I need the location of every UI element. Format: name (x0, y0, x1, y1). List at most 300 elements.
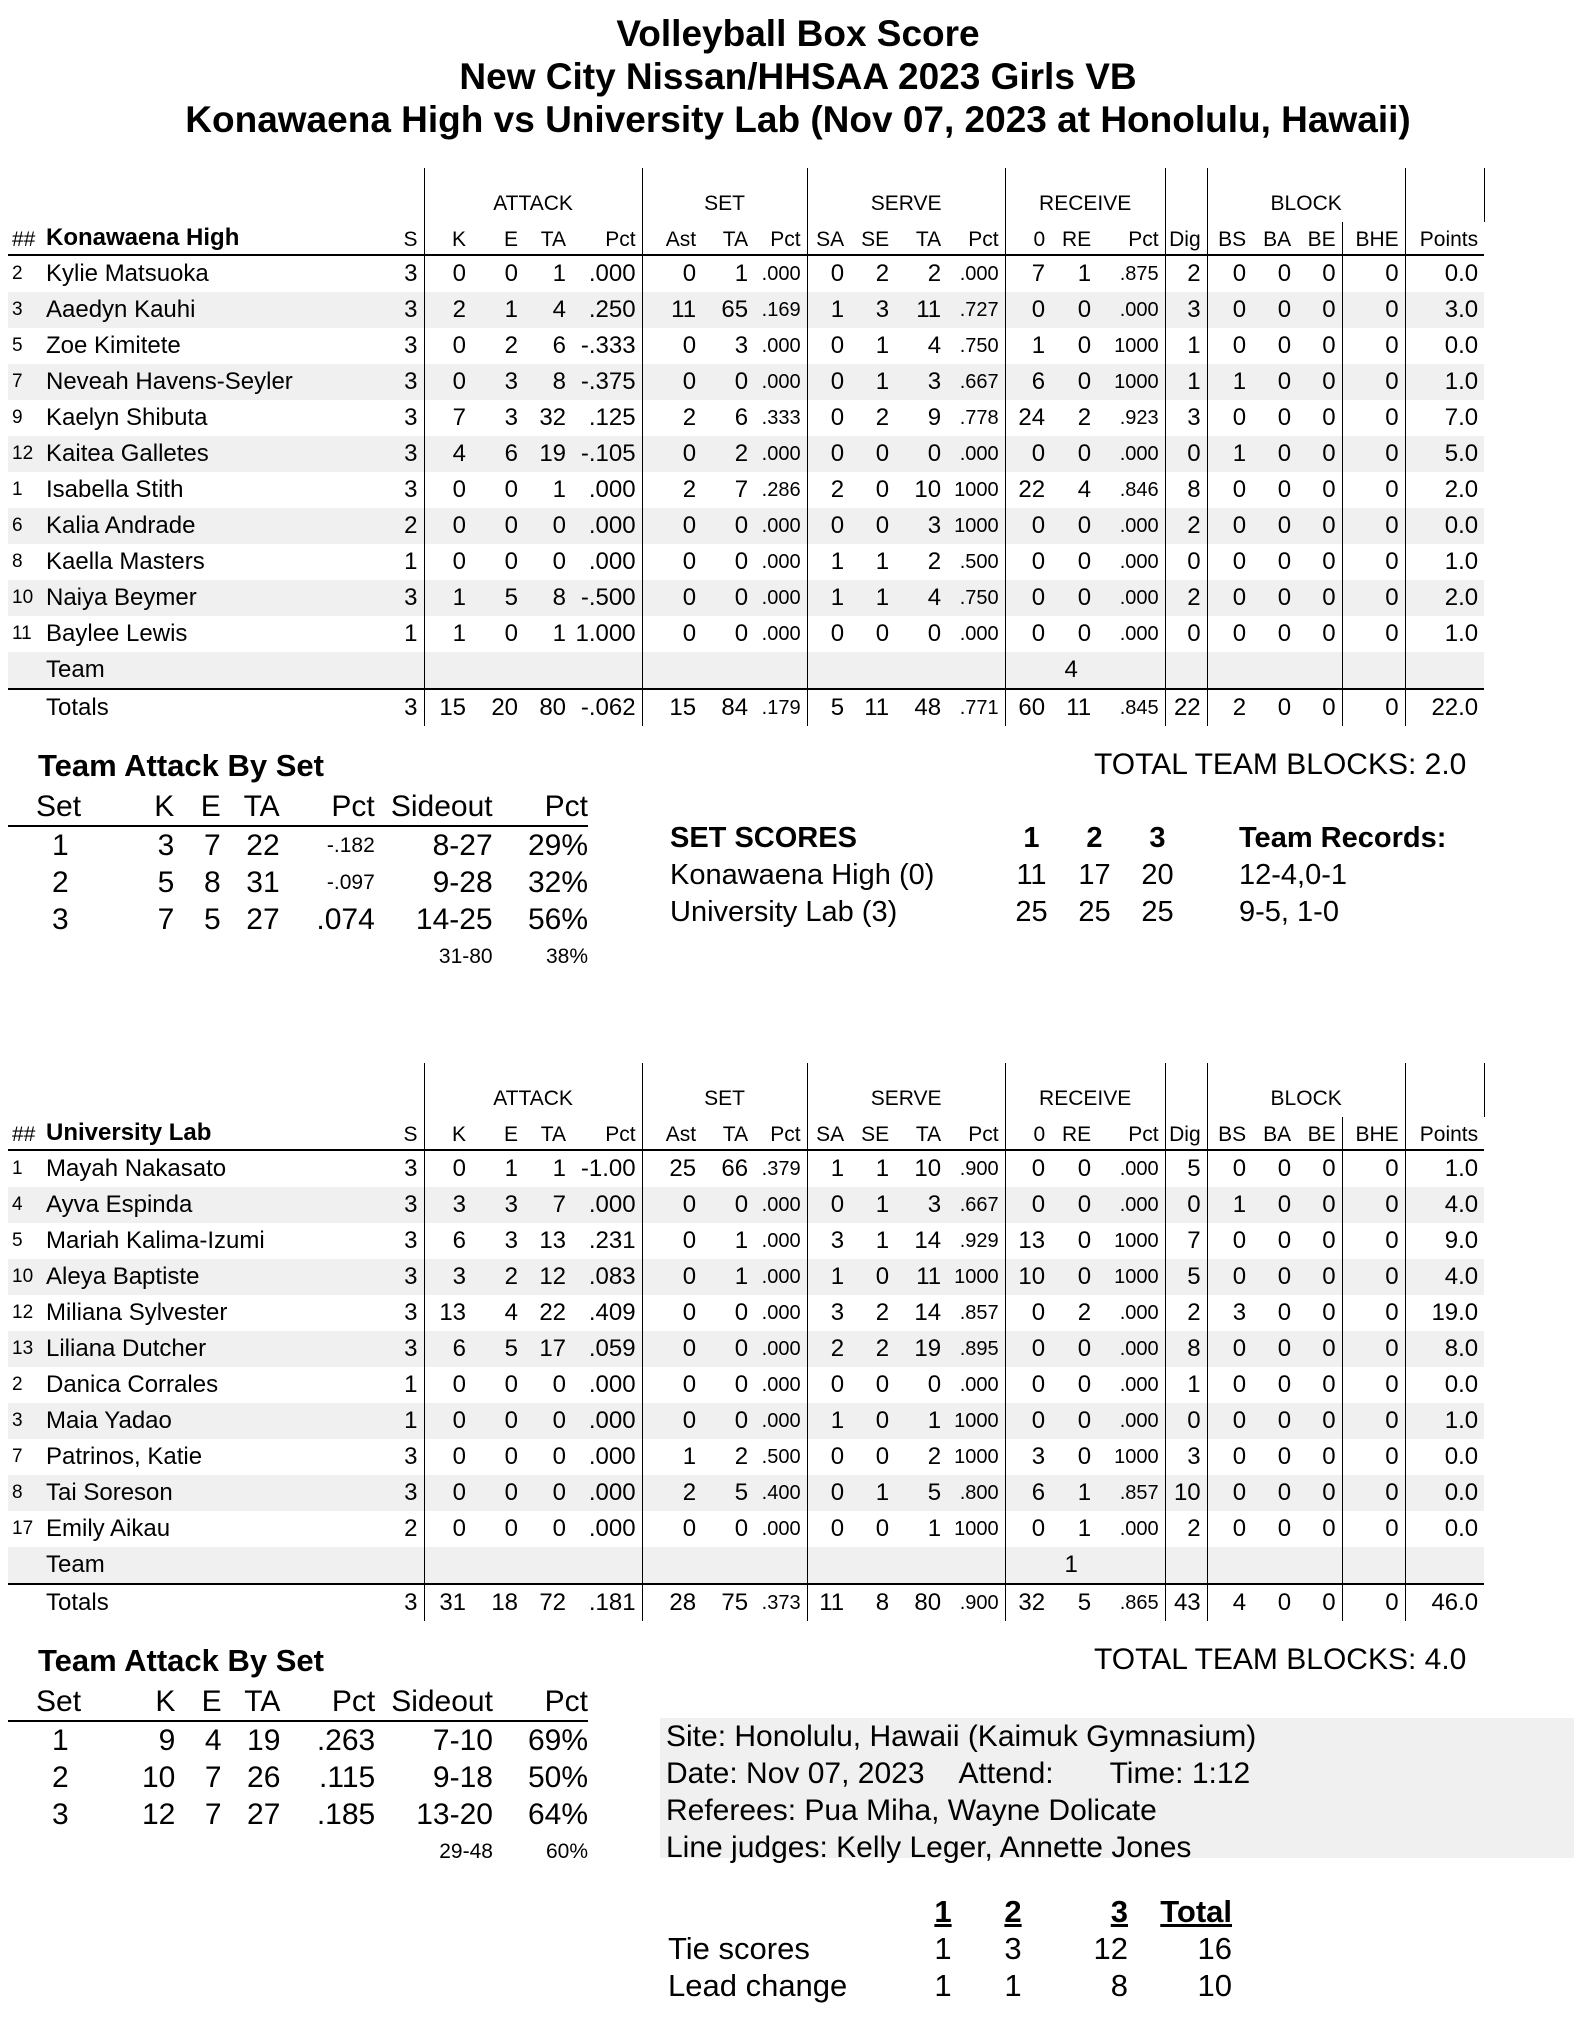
stat-cell: 10 (1165, 1475, 1207, 1511)
stat-cell: 66 (721, 1155, 749, 1182)
stat-cell: 0 (1252, 364, 1297, 400)
totals-cell: 32 (1018, 1589, 1046, 1616)
stat-cell: 10 (914, 476, 942, 503)
attack-set-header: E (175, 1683, 221, 1721)
attack-set-header: Set (8, 1683, 99, 1721)
set-score-team: Konawaena High (0) (670, 859, 935, 891)
stat-cell: 0 (1031, 1515, 1046, 1542)
stat-cell: 0 (1297, 544, 1342, 580)
team2-attack-by-set-table (8, 1683, 588, 1870)
stat-cell: .000 (572, 1187, 642, 1223)
stat-cell: 0 (1077, 1371, 1092, 1398)
player-row (8, 1367, 1590, 1403)
stat-cell: .000 (754, 616, 807, 652)
stat-cell: 0 (1277, 1227, 1292, 1254)
attack-set-header: Sideout (375, 1683, 493, 1721)
column-header-r0: 0 (1005, 222, 1051, 255)
player-name: Zoe Kimitete (46, 332, 181, 359)
stat-cell: 3 (1031, 1443, 1046, 1470)
player-row (8, 1403, 1590, 1439)
stat-cell: 0 (452, 1371, 467, 1398)
stat-cell: 0 (504, 1515, 519, 1542)
group-spacer (1484, 168, 1590, 222)
player-name: Kylie Matsuoka (46, 260, 209, 287)
stat-cell: 0 (1297, 616, 1342, 652)
stat-cell: 2 (734, 1443, 749, 1470)
referees-line: Referees: Pua Miha, Wayne Dolicate (666, 1794, 1157, 1827)
attack-set-header: TA (221, 788, 280, 826)
stat-cell: 0 (702, 1187, 754, 1223)
team-row-cell (642, 1547, 702, 1584)
stat-cell: 0 (1031, 620, 1046, 647)
team-row-cell (1297, 652, 1342, 689)
column-header-se: SE (850, 1117, 895, 1150)
stat-cell: 3 (850, 292, 895, 328)
stat-cell: .000 (1097, 1331, 1165, 1367)
stat-cell: 0 (1051, 364, 1097, 400)
stat-cell: 1000 (1097, 1223, 1165, 1259)
totals-cell: 72 (539, 1589, 567, 1616)
totals-cell: 5 (830, 694, 845, 721)
stat-cell: 3 (386, 1331, 424, 1367)
totals-cell: 15 (669, 694, 697, 721)
stat-cell: 14 (914, 1299, 942, 1326)
stat-cell: .000 (754, 1403, 807, 1439)
player-name: Baylee Lewis (46, 620, 188, 647)
stat-cell: 0 (1297, 1367, 1342, 1403)
team-row-cell (850, 1547, 895, 1584)
attack-set-row (8, 1796, 588, 1833)
stat-cell: 1 (807, 292, 850, 328)
stat-cell: .059 (572, 1331, 642, 1367)
attack-set-cell: .263 (316, 1723, 376, 1757)
team-row-cell (1297, 1547, 1342, 1584)
stat-cell: 3 (386, 1295, 424, 1331)
stat-cell: 0 (472, 508, 524, 544)
column-header-ba: BA (1252, 222, 1297, 255)
stat-cell: 0 (1277, 620, 1292, 647)
stat-cell: .379 (754, 1150, 807, 1187)
stat-cell: 0 (1342, 508, 1405, 544)
stat-cell: 19 (895, 1331, 947, 1367)
player-number: 8 (8, 1475, 46, 1511)
stat-cell: 2 (1165, 508, 1207, 544)
stat-cell: 4 (524, 292, 572, 328)
player-name: Miliana Sylvester (46, 1299, 228, 1326)
attack-set-cell: 9-28 (432, 865, 493, 899)
stat-cell: 0 (1252, 1259, 1297, 1295)
player-number: 5 (12, 1230, 23, 1251)
tie-value: 16 (1197, 1930, 1232, 1966)
stat-cell: 0 (1005, 580, 1051, 616)
stat-cell: .000 (572, 1367, 642, 1403)
team-row-cell (807, 652, 850, 689)
attack-set-row (8, 1721, 588, 1759)
stat-cell: 0 (850, 508, 895, 544)
stat-cell: 0 (1232, 548, 1247, 575)
attack-set-total-cell (99, 1833, 175, 1870)
stat-cell: .000 (754, 436, 807, 472)
stat-cell: 0 (1297, 1475, 1342, 1511)
stat-cell: 0 (552, 1515, 567, 1542)
stat-cell: 5 (702, 1475, 754, 1511)
stat-cell: 1 (734, 1227, 749, 1254)
stat-cell: .000 (572, 472, 642, 508)
stat-cell: 13 (439, 1299, 467, 1326)
stat-cell: 0 (1252, 1331, 1297, 1367)
player-row (8, 400, 1590, 436)
totals-cell: .373 (754, 1584, 807, 1621)
totals-cell: 4 (1232, 1589, 1247, 1616)
tie-value: 3 (1004, 1930, 1022, 1966)
team-row-cell (1165, 1547, 1207, 1584)
totals-cell: 11 (819, 1589, 845, 1616)
column-header-num: ## (8, 1117, 46, 1150)
stat-cell: 0 (1277, 1299, 1292, 1326)
stat-cell: 0 (682, 1371, 697, 1398)
column-header-be: BE (1297, 222, 1342, 255)
stat-cell: 3 (386, 1439, 424, 1475)
stat-cell: 8.0 (1405, 1331, 1484, 1367)
stat-cell: -1.00 (572, 1150, 642, 1187)
stat-cell: 0 (1051, 292, 1097, 328)
stat-cell: 1 (552, 1155, 567, 1182)
stat-cell: 0 (682, 332, 697, 359)
block-group-header: BLOCK (1207, 168, 1405, 222)
player-number: 9 (12, 407, 23, 428)
player-name: Isabella Stith (46, 476, 184, 503)
player-name: Kaelyn Shibuta (46, 404, 208, 431)
stat-cell: 8 (1165, 1331, 1207, 1367)
stat-cell: 0 (1342, 580, 1405, 616)
attack-set-cell: -.182 (326, 833, 375, 857)
stat-cell: 2 (875, 260, 890, 287)
stat-cell: 0 (504, 548, 519, 575)
stat-cell: 1 (682, 1443, 697, 1470)
stat-cell: .000 (754, 1295, 807, 1331)
stat-cell: 1 (875, 548, 890, 575)
stat-cell: 0 (1077, 620, 1092, 647)
stat-cell: 0 (504, 476, 519, 503)
attack-set-cell: 69% (527, 1723, 588, 1757)
stat-cell: 0 (830, 1515, 845, 1542)
stat-cell: 0.0 (1405, 1475, 1484, 1511)
player-row (8, 1223, 1590, 1259)
attack-set-row (8, 1759, 588, 1796)
player-number: 2 (12, 263, 23, 284)
stat-cell: 4 (424, 436, 472, 472)
stat-cell: .000 (1097, 292, 1165, 328)
stat-cell: .667 (947, 364, 1005, 400)
team-name-header: University Lab (46, 1117, 386, 1150)
attack-set-total-row (8, 1833, 588, 1870)
stat-cell: 0 (1207, 1259, 1252, 1295)
stat-cell: 2 (875, 1299, 890, 1326)
stat-cell: 0 (1051, 1331, 1097, 1367)
team1-total-blocks: TOTAL TEAM BLOCKS: 2.0 (1094, 748, 1467, 781)
stat-cell: 3 (386, 1223, 424, 1259)
group-spacer (1405, 168, 1484, 222)
stat-cell: 0 (642, 1331, 702, 1367)
player-number: 5 (12, 335, 23, 356)
stat-cell: 0 (1277, 476, 1292, 503)
stat-cell: 0 (452, 1443, 467, 1470)
player-name: Patrinos, Katie (46, 1443, 203, 1470)
attack-set-cell: 64% (527, 1797, 588, 1831)
column-header-ast: Ast (642, 222, 702, 255)
stat-cell: 0 (807, 1475, 850, 1511)
team-row-cell (1342, 652, 1405, 689)
stat-cell: 2 (702, 436, 754, 472)
stat-cell: 2 (472, 1259, 524, 1295)
stat-cell: 9 (927, 404, 942, 431)
stat-cell: .778 (947, 400, 1005, 436)
stat-cell: 0 (1232, 1443, 1247, 1470)
column-header-set_ta: TA (702, 1117, 754, 1150)
stat-cell: .000 (754, 328, 807, 364)
stat-cell: 1.0 (1444, 620, 1479, 647)
stat-cell: 0 (734, 548, 749, 575)
player-name: Mayah Nakasato (46, 1155, 227, 1182)
stat-cell: 0.0 (1444, 332, 1479, 359)
stat-cell: 0 (830, 620, 845, 647)
attack-group-header: ATTACK (424, 1063, 642, 1117)
team-row-cell (754, 652, 807, 689)
stat-cell: .000 (754, 580, 807, 616)
attack-set-cell: 19 (247, 1723, 281, 1757)
team-row-cell (1005, 652, 1051, 689)
column-header-e: E (472, 222, 524, 255)
stat-cell: 2 (1077, 404, 1092, 431)
player-row (8, 436, 1590, 472)
date-text: Date: Nov 07, 2023 (666, 1757, 925, 1790)
stat-cell: 3 (830, 1227, 845, 1254)
stat-cell: 1.0 (1444, 1155, 1479, 1182)
stat-cell: 1 (702, 1259, 754, 1295)
attack-set-cell: 3 (52, 902, 69, 936)
stat-cell: 0.0 (1405, 508, 1484, 544)
totals-cell: 0 (1342, 689, 1405, 726)
stat-cell: .409 (572, 1295, 642, 1331)
column-header-r0: 0 (1005, 1117, 1051, 1150)
column-header-set_ta: TA (702, 222, 754, 255)
column-header-bs: BS (1207, 1117, 1252, 1150)
column-header-se: SE (850, 222, 895, 255)
stat-cell: 0 (1342, 436, 1405, 472)
column-header-serve_pct: Pct (947, 222, 1005, 255)
attack-set-cell: 31 (246, 865, 280, 899)
stat-cell: 0 (1277, 548, 1292, 575)
stat-cell: 1 (1077, 1515, 1092, 1542)
stat-cell: 0 (734, 1299, 749, 1326)
stat-cell: 0 (1051, 580, 1097, 616)
stat-cell: 0 (1252, 1403, 1297, 1439)
player-row (8, 508, 1590, 544)
attack-set-total-cell: 29-48 (439, 1839, 493, 1863)
team-row-cell (1342, 1547, 1405, 1584)
stat-cell: 0 (504, 1443, 519, 1470)
totals-cell: 22.0 (1431, 694, 1479, 721)
stat-cell: 1 (830, 1155, 845, 1182)
stat-cell: 0 (895, 436, 947, 472)
attack-set-cell: 9 (158, 1723, 176, 1757)
column-header-s: S (386, 222, 424, 255)
stat-cell: 1 (1207, 1187, 1252, 1223)
player-row (8, 1475, 1590, 1511)
team-row-cell (947, 652, 1005, 689)
player-row (8, 580, 1590, 616)
attack-set-cell: 13-20 (416, 1797, 493, 1831)
stat-cell: 0 (1207, 1475, 1252, 1511)
attack-set-cell: 1 (52, 828, 69, 862)
stat-cell: 0 (1005, 436, 1051, 472)
attack-set-total-cell (8, 1833, 99, 1870)
stat-cell: 5 (1165, 1150, 1207, 1187)
attack-set-cell: 3 (157, 828, 175, 862)
stat-cell: 1 (875, 1227, 890, 1254)
stat-cell: 24 (1018, 404, 1046, 431)
stat-cell: .000 (1097, 1150, 1165, 1187)
stat-cell: 0.0 (1444, 260, 1479, 287)
attack-set-cell: 26 (247, 1760, 281, 1794)
totals-cell: 2 (1232, 694, 1247, 721)
column-header-bhe: BHE (1342, 1117, 1405, 1150)
stat-cell: 0 (1297, 1223, 1342, 1259)
totals-cell: 5 (1077, 1589, 1092, 1616)
stat-cell: 0 (734, 1515, 749, 1542)
stat-cell: 2 (682, 404, 697, 431)
player-number: 3 (8, 1403, 46, 1439)
player-name: Liliana Dutcher (46, 1331, 386, 1367)
stat-cell: 3 (830, 1299, 845, 1326)
stat-cell: 0 (1297, 1150, 1342, 1187)
totals-cell: 43 (1165, 1584, 1207, 1621)
stat-cell: 0 (472, 1475, 524, 1511)
stat-cell: 4 (927, 332, 942, 359)
stat-cell: .000 (1097, 1187, 1165, 1223)
stat-cell: 0 (830, 260, 845, 287)
attack-group-header: ATTACK (424, 168, 642, 222)
attack-set-cell: .185 (316, 1797, 376, 1831)
stat-cell: 3 (386, 364, 424, 400)
totals-cell (8, 1584, 46, 1621)
team-row-cell (895, 1547, 947, 1584)
site-line: Site: Honolulu, Hawaii (Kaimuk Gymnasium) (666, 1720, 1257, 1753)
stat-cell: 1 (1165, 328, 1207, 364)
column-header-k: K (424, 222, 472, 255)
column-header-rec_pct: Pct (1097, 1117, 1165, 1150)
player-number: 3 (8, 292, 46, 328)
attack-set-cell: 3 (52, 1797, 69, 1831)
player-name: Aaedyn Kauhi (46, 292, 386, 328)
stat-cell: 13 (539, 1227, 567, 1254)
team-row-cell (572, 1547, 642, 1584)
stat-cell: .000 (754, 1223, 807, 1259)
stat-cell: 0 (452, 476, 467, 503)
attack-set-header: TA (222, 1683, 281, 1721)
stat-cell: 0 (1207, 1403, 1252, 1439)
column-header-points: Points (1405, 1117, 1484, 1150)
time-text: Time: 1:12 (1109, 1757, 1251, 1790)
stat-cell: 3 (386, 1475, 424, 1511)
stat-cell: .125 (572, 400, 642, 436)
stat-cell: 2.0 (1444, 476, 1479, 503)
stat-cell: .000 (1097, 580, 1165, 616)
stat-cell: 1.0 (1405, 364, 1484, 400)
team-row-cell (754, 1547, 807, 1584)
player-row (8, 292, 1590, 328)
team2-attack-by-set-title: Team Attack By Set (38, 1643, 324, 1678)
stat-cell: 1 (927, 1515, 942, 1542)
team-row-cell (424, 652, 472, 689)
stat-cell: 3 (386, 292, 424, 328)
stat-cell: 3 (895, 364, 947, 400)
tie-label: Tie scores (668, 1930, 810, 1966)
stat-cell: 1 (734, 260, 749, 287)
stat-cell: 0 (1342, 1439, 1405, 1475)
attack-set-cell: 27 (246, 902, 280, 936)
player-name: Danica Corrales (46, 1371, 219, 1398)
attack-set-row (8, 826, 588, 864)
stat-cell: 1000 (947, 508, 1005, 544)
stat-cell: 0 (1031, 548, 1046, 575)
stat-cell: 0 (452, 260, 467, 287)
stat-cell: 0 (1232, 1515, 1247, 1542)
stat-cell: 0 (1051, 436, 1097, 472)
stat-cell: .895 (947, 1331, 1005, 1367)
stat-cell: 11 (642, 292, 702, 328)
stat-cell: .929 (947, 1223, 1005, 1259)
team-row-cell (524, 1547, 572, 1584)
stat-cell: 0 (702, 580, 754, 616)
stat-cell: 0 (1005, 508, 1051, 544)
stat-cell: 0 (927, 1371, 942, 1398)
team-row-cell (572, 652, 642, 689)
stat-cell: 3 (386, 1259, 424, 1295)
stat-cell: 3 (734, 332, 749, 359)
stat-cell: 0 (807, 436, 850, 472)
attack-set-cell: 12 (141, 1797, 176, 1831)
stat-cell: 3 (1165, 400, 1207, 436)
column-header-ast: Ast (642, 1117, 702, 1150)
team-row-cell (386, 1547, 424, 1584)
attack-set-cell: .115 (319, 1760, 376, 1794)
player-row (8, 472, 1590, 508)
totals-cell: 22 (1165, 689, 1207, 726)
attack-set-cell: 7-10 (432, 1723, 493, 1757)
stat-cell: 0 (1297, 1331, 1342, 1367)
team-row-re: 4 (1051, 652, 1097, 689)
stat-cell: 12 (524, 1259, 572, 1295)
stat-cell: 0 (1277, 1155, 1292, 1182)
team-row-cell (1207, 1547, 1252, 1584)
group-spacer (1405, 1063, 1484, 1117)
team-row-label: Team (46, 1547, 386, 1584)
stat-cell: 0 (1232, 620, 1247, 647)
stat-cell: 0 (1297, 1187, 1342, 1223)
attack-set-cell: 7 (157, 902, 175, 936)
stat-cell: 0 (524, 508, 572, 544)
totals-cell: 8 (875, 1589, 890, 1616)
totals-cell: .845 (1097, 689, 1165, 726)
stat-cell: 0 (702, 508, 754, 544)
stat-cell: 0 (1342, 1223, 1405, 1259)
group-spacer (8, 1063, 424, 1117)
stat-cell: 0 (1207, 292, 1252, 328)
stat-cell: 2.0 (1405, 580, 1484, 616)
stat-cell: 0 (807, 508, 850, 544)
set-header: 2 (1086, 822, 1103, 854)
